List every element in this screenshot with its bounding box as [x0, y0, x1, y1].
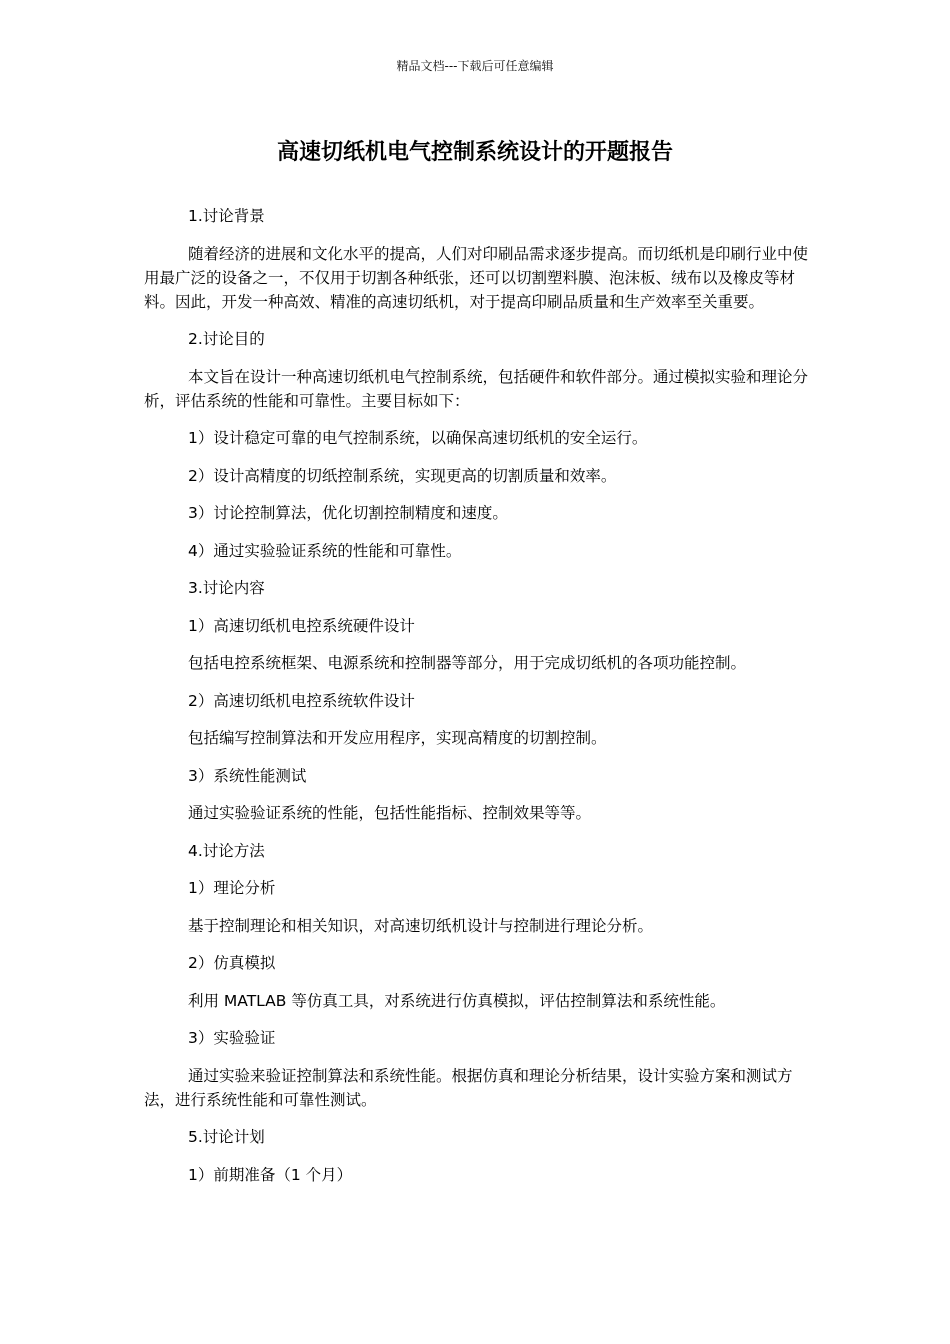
document-title: 高速切纸机电气控制系统设计的开题报告: [276, 140, 673, 165]
paragraph-background: 随着经济的进展和文化水平的提高，人们对印刷品需求逐步提高。而切纸机是印刷行业中使用最广泛的设备之一，不仅用于切割各种纸张，还可以切割塑料膜、泡沫板、绒布以及橡皮等材料。因此，开发一种高效、精准的高速切纸机，对于提高印刷品质量和生产效率至关重要。: [144, 244, 809, 311]
list-item: 2）设计高精度的切纸控制系统，实现更高的切割质量和效率。: [188, 466, 617, 485]
paragraph: 利用 MATLAB 等仿真工具，对系统进行仿真模拟，评估控制算法和系统性能。: [188, 991, 726, 1010]
list-item: 1）理论分析: [188, 879, 276, 897]
list-item: 3）讨论控制算法，优化切割控制精度和速度。: [188, 504, 508, 522]
header-note: 精品文档---下载后可任意编辑: [396, 59, 554, 73]
section-heading-background: 1.讨论背景: [188, 207, 265, 225]
list-item: 2）仿真模拟: [188, 954, 276, 972]
section-heading-content: 3.讨论内容: [188, 579, 265, 597]
document-body: [144, 204, 816, 1200]
paragraph: 基于控制理论和相关知识，对高速切纸机设计与控制进行理论分析。: [188, 916, 654, 935]
list-item: 1）高速切纸机电控系统硬件设计: [188, 616, 415, 635]
paragraph: 包括电控系统框架、电源系统和控制器等部分，用于完成切纸机的各项功能控制。: [188, 654, 747, 672]
paragraph-purpose: 本文旨在设计一种高速切纸机电气控制系统，包括硬件和软件部分。通过模拟实验和理论分析，评估系统的性能和可靠性。主要目标如下：: [144, 367, 809, 410]
list-item: 1）前期准备（1 个月）: [188, 1165, 353, 1184]
list-item: 2）高速切纸机电控系统软件设计: [188, 691, 415, 710]
section-heading-purpose: 2.讨论目的: [188, 330, 265, 348]
paragraph: 包括编写控制算法和开发应用程序，实现高精度的切割控制。: [188, 729, 607, 747]
list-item: 1）设计稳定可靠的电气控制系统，以确保高速切纸机的安全运行。: [188, 429, 648, 447]
paragraph: 通过实验来验证控制算法和系统性能。根据仿真和理论分析结果，设计实验方案和测试方法，进行系统性能和可靠性测试。: [144, 1066, 793, 1109]
list-item: 4）通过实验验证系统的性能和可靠性。: [188, 541, 462, 560]
list-item: 3）系统性能测试: [188, 766, 307, 785]
section-heading-method: 4.讨论方法: [188, 841, 265, 860]
list-item: 3）实验验证: [188, 1029, 276, 1047]
section-heading-plan: 5.讨论计划: [188, 1128, 265, 1146]
paragraph: 通过实验验证系统的性能，包括性能指标、控制效果等等。: [188, 804, 592, 822]
